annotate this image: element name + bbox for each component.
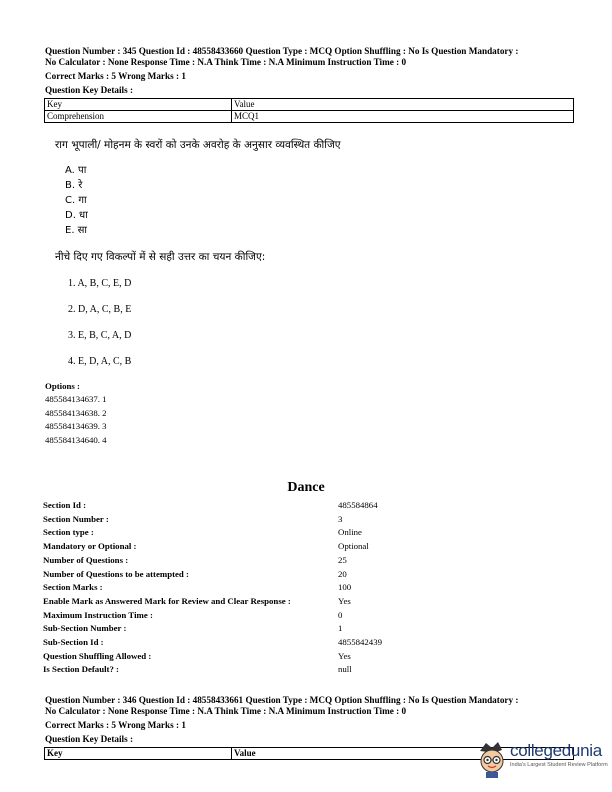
section-field-label [43,637,104,647]
question-header-line1: Question Number : 346 Question Id : 48558433661 Question Type : MCQ Option Shuffling : No Is Question Mandatory : [45,695,519,705]
question-header-line1: Question Number : 345 Question Id : 48558433660 Question Type : MCQ Option Shuffling : No Is Question Mandatory : [45,46,519,56]
marks-line: Correct Marks : 5 Wrong Marks : 1 [45,720,186,730]
section-field-label [43,664,119,674]
answer-choice: 1. A, B, C, E, D [68,278,132,289]
section-field-label [43,596,291,606]
key-header: Key [45,748,232,760]
logo-wordmark: collegedunia [510,741,602,760]
section-field-value: 25 [338,554,347,565]
section-field-value: 0 [338,609,343,620]
section-field-label [43,651,151,661]
option-id: 485584134640. 4 [45,435,107,445]
logo-tagline: India's Largest Student Review Platform [510,762,608,768]
section-field-label-text: Is Section Default? : [43,664,119,675]
question-text: राग भूपाली/ मोहनम के स्वरों को उनके अवरोह के अनुसार व्यवस्थित कीजिए [55,139,341,151]
key-cell: Comprehension [45,111,232,123]
section-field-label-text: Number of Questions to be attempted : [43,568,189,579]
value-header: Value [232,748,574,760]
section-field-value: Yes [338,595,351,606]
section-field-label-text: Mandatory or Optional : [43,541,137,552]
section-field-value: 3 [338,513,343,524]
mascot-icon [474,739,510,779]
table-row [45,99,574,111]
section-field-label [43,610,153,620]
list-item: A. पा [65,165,87,176]
marks-line: Correct Marks : 5 Wrong Marks : 1 [45,71,186,81]
section-field-value: Yes [338,650,351,661]
section-field-label-text: Section Number : [43,513,109,524]
answer-choice: 2. D, A, C, B, E [68,304,132,315]
section-title: Dance [287,480,325,495]
options-label: Options : [45,381,80,391]
key-table [44,98,574,123]
question-header-line2: No Calculator : None Response Time : N.A Think Time : N.A Minimum Instruction Time : 0 [45,57,407,67]
section-field-label-text: Enable Mark as Answered Mark for Review and Clear Response : [43,595,291,606]
answer-choice: 4. E, D, A, C, B [68,356,132,367]
section-field-value: Optional [338,541,369,552]
section-field-label-text: Section Id : [43,500,87,510]
section-field-label-text: Maximum Instruction Time : [43,609,153,620]
collegedunia-logo [474,739,608,783]
option-id: 485584134639. 3 [45,421,107,431]
value-header: Value [232,99,574,111]
section-field-label [43,541,136,551]
list-item: C. गा [65,195,87,206]
option-id: 485584134637. 1 [45,394,107,404]
key-details-label: Question Key Details : [45,734,134,744]
instruction-text: नीचे दिए गए विकल्पों में से सही उत्तर का चयन कीजिए: [55,251,266,263]
section-field-label-text: Sub-Section Number : [43,623,127,634]
section-field-label [43,555,128,565]
value-cell: MCQ1 [232,111,574,123]
section-field-value: null [338,664,352,675]
section-field-label [43,514,109,524]
section-field-value: 100 [338,582,352,593]
section-field-label-text: Section type : [43,527,94,538]
section-field-label [43,582,103,592]
section-field-label [43,527,94,537]
section-field-label-text: Question Shuffling Allowed : [43,650,152,661]
key-header: Key [45,99,232,111]
section-field-value: 1 [338,623,343,634]
section-field-label [43,500,86,510]
section-field-label-text: Number of Questions : [43,554,129,565]
list-item: D. धा [65,210,88,221]
list-item: E. सा [65,225,88,236]
section-field-label [43,623,126,633]
section-field-value: Online [338,527,362,538]
list-item: B. रे [65,180,83,191]
section-field-value: 20 [338,568,347,579]
question-header-line2: No Calculator : None Response Time : N.A Think Time : N.A Minimum Instruction Time : 0 [45,706,407,716]
section-field-label-text: Section Marks : [43,582,103,593]
section-field-value: 4855842439 [338,637,382,647]
section-field-value: 485584864 [338,500,378,510]
answer-choice: 3. E, B, C, A, D [68,330,132,341]
table-row [45,111,574,123]
key-details-label: Question Key Details : [45,85,134,95]
option-id: 485584134638. 2 [45,408,107,418]
section-field-label [43,569,189,579]
section-field-label-text: Sub-Section Id : [43,637,104,647]
